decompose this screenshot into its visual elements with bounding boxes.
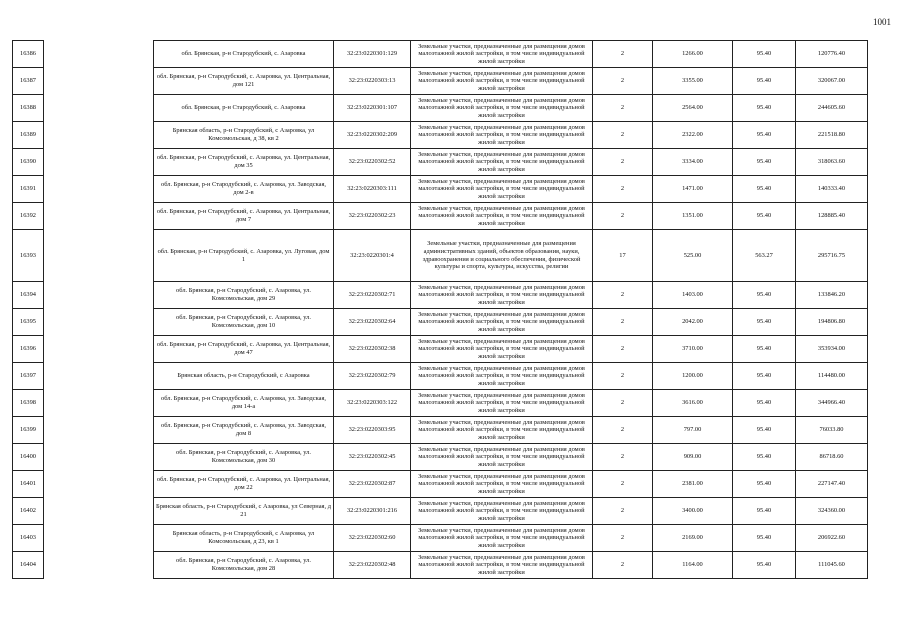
land-use-purpose-cell: Земельные участки, предназначенные для размещения домов малоэтажной жилой застройки, в том числе индивидуальной жилой застройки [411, 444, 593, 471]
land-use-purpose-cell: Земельные участки, предназначенные для размещения домов малоэтажной жилой застройки, в том числе индивидуальной жилой застройки [411, 552, 593, 579]
cadastral-value-cell: 344966.40 [796, 390, 868, 417]
area-cell: 1403.00 [653, 282, 733, 309]
table-row [13, 336, 868, 363]
area-cell: 2169.00 [653, 525, 733, 552]
cadastral-number-cell: 32:23:0220302:38 [334, 336, 411, 363]
table-row [13, 417, 868, 444]
cadastral-value-cell: 320067.00 [796, 68, 868, 95]
blank-gap-cell [44, 95, 154, 122]
specific-value-cell: 95.40 [733, 149, 796, 176]
address-cell: Брянская область, р-н Стародубский, с Азаровка, ул Северная, д 21 [154, 498, 334, 525]
use-group-cell: 2 [593, 525, 653, 552]
blank-gap-cell [44, 363, 154, 390]
cadastral-value-cell: 318063.60 [796, 149, 868, 176]
address-cell: обл. Брянская, р-н Стародубский, с. Азаровка, ул. Центральная, дом 121 [154, 68, 334, 95]
cadastral-value-cell: 353934.00 [796, 336, 868, 363]
address-cell: обл. Брянская, р-н Стародубский, с. Азаровка, ул. Комсомольская, дом 29 [154, 282, 334, 309]
table-row [13, 176, 868, 203]
row-number-cell: 16398 [13, 390, 44, 417]
land-use-purpose-cell: Земельные участки, предназначенные для размещения домов малоэтажной жилой застройки, в том числе индивидуальной жилой застройки [411, 41, 593, 68]
area-cell: 2322.00 [653, 122, 733, 149]
area-cell: 2381.00 [653, 471, 733, 498]
cadastral-number-cell: 32:23:0220302:45 [334, 444, 411, 471]
blank-gap-cell [44, 122, 154, 149]
cadastral-value-cell: 295716.75 [796, 230, 868, 282]
specific-value-cell: 95.40 [733, 122, 796, 149]
row-number-cell: 16391 [13, 176, 44, 203]
blank-gap-cell [44, 417, 154, 444]
blank-gap-cell [44, 444, 154, 471]
area-cell: 3400.00 [653, 498, 733, 525]
blank-gap-cell [44, 203, 154, 230]
land-use-purpose-cell: Земельные участки, предназначенные для размещения домов малоэтажной жилой застройки, в том числе индивидуальной жилой застройки [411, 498, 593, 525]
area-cell: 2564.00 [653, 95, 733, 122]
land-use-purpose-cell: Земельные участки, предназначенные для размещения домов малоэтажной жилой застройки, в том числе индивидуальной жилой застройки [411, 363, 593, 390]
cadastral-number-cell: 32:23:0220303:95 [334, 417, 411, 444]
table-row [13, 309, 868, 336]
address-cell: обл. Брянская, р-н Стародубский, с. Азаровка, ул. Центральная, дом 35 [154, 149, 334, 176]
blank-gap-cell [44, 498, 154, 525]
specific-value-cell: 95.40 [733, 525, 796, 552]
use-group-cell: 2 [593, 122, 653, 149]
blank-gap-cell [44, 525, 154, 552]
use-group-cell: 2 [593, 336, 653, 363]
land-use-purpose-cell: Земельные участки, предназначенные для размещения домов малоэтажной жилой застройки, в том числе индивидуальной жилой застройки [411, 68, 593, 95]
blank-gap-cell [44, 309, 154, 336]
specific-value-cell: 95.40 [733, 176, 796, 203]
use-group-cell: 17 [593, 230, 653, 282]
specific-value-cell: 95.40 [733, 282, 796, 309]
cadastral-number-cell: 32:23:0220302:60 [334, 525, 411, 552]
area-cell: 2042.00 [653, 309, 733, 336]
use-group-cell: 2 [593, 68, 653, 95]
specific-value-cell: 95.40 [733, 444, 796, 471]
cadastral-number-cell: 32:23:0220303:13 [334, 68, 411, 95]
land-use-purpose-cell: Земельные участки, предназначенные для размещения домов малоэтажной жилой застройки, в том числе индивидуальной жилой застройки [411, 471, 593, 498]
specific-value-cell: 95.40 [733, 390, 796, 417]
cadastral-value-cell: 120776.40 [796, 41, 868, 68]
specific-value-cell: 95.40 [733, 203, 796, 230]
cadastral-value-cell: 76033.80 [796, 417, 868, 444]
land-use-purpose-cell: Земельные участки, предназначенные для размещения домов малоэтажной жилой застройки, в том числе индивидуальной жилой застройки [411, 176, 593, 203]
use-group-cell: 2 [593, 417, 653, 444]
row-number-cell: 16403 [13, 525, 44, 552]
blank-gap-cell [44, 68, 154, 95]
table-row [13, 390, 868, 417]
cadastral-value-table [12, 40, 868, 579]
cadastral-value-cell: 114480.00 [796, 363, 868, 390]
row-number-cell: 16387 [13, 68, 44, 95]
address-cell: Брянская область, р-н Стародубский, с Азаровка [154, 363, 334, 390]
address-cell: обл. Брянская, р-н Стародубский, с. Азаровка, ул. Центральная, дом 22 [154, 471, 334, 498]
cadastral-number-cell: 32:23:0220303:111 [334, 176, 411, 203]
area-cell: 1351.00 [653, 203, 733, 230]
table-row [13, 498, 868, 525]
specific-value-cell: 563.27 [733, 230, 796, 282]
land-use-purpose-cell: Земельные участки, предназначенные для размещения домов малоэтажной жилой застройки, в том числе индивидуальной жилой застройки [411, 417, 593, 444]
use-group-cell: 2 [593, 176, 653, 203]
cadastral-number-cell: 32:23:0220302:23 [334, 203, 411, 230]
table-row [13, 363, 868, 390]
area-cell: 909.00 [653, 444, 733, 471]
row-number-cell: 16404 [13, 552, 44, 579]
table-row [13, 203, 868, 230]
address-cell: обл. Брянская, р-н Стародубский, с. Азаровка, ул. Центральная, дом 7 [154, 203, 334, 230]
table-row [13, 149, 868, 176]
address-cell: обл. Брянская, р-н Стародубский, с. Азаровка [154, 95, 334, 122]
row-number-cell: 16394 [13, 282, 44, 309]
area-cell: 1200.00 [653, 363, 733, 390]
blank-gap-cell [44, 471, 154, 498]
cadastral-number-cell: 32:23:0220303:122 [334, 390, 411, 417]
cadastral-number-cell: 32:23:0220302:79 [334, 363, 411, 390]
blank-gap-cell [44, 176, 154, 203]
row-number-cell: 16392 [13, 203, 44, 230]
area-cell: 1266.00 [653, 41, 733, 68]
blank-gap-cell [44, 552, 154, 579]
specific-value-cell: 95.40 [733, 95, 796, 122]
land-use-purpose-cell: Земельные участки, предназначенные для размещения административных зданий, объектов образования, науки, здравоохранения и социального обеспечения, физической культуры и спорта, культуры, искусства, религии [411, 230, 593, 282]
address-cell: Брянская область, р-н Стародубский, с Азаровка, ул Комсомольская, д 38, кв 2 [154, 122, 334, 149]
specific-value-cell: 95.40 [733, 471, 796, 498]
cadastral-number-cell: 32:23:0220302:48 [334, 552, 411, 579]
row-number-cell: 16395 [13, 309, 44, 336]
land-use-purpose-cell: Земельные участки, предназначенные для размещения домов малоэтажной жилой застройки, в том числе индивидуальной жилой застройки [411, 390, 593, 417]
cadastral-number-cell: 32:23:0220302:71 [334, 282, 411, 309]
table-row [13, 41, 868, 68]
row-number-cell: 16400 [13, 444, 44, 471]
land-use-purpose-cell: Земельные участки, предназначенные для размещения домов малоэтажной жилой застройки, в том числе индивидуальной жилой застройки [411, 525, 593, 552]
area-cell: 1164.00 [653, 552, 733, 579]
row-number-cell: 16397 [13, 363, 44, 390]
row-number-cell: 16390 [13, 149, 44, 176]
blank-gap-cell [44, 230, 154, 282]
cadastral-number-cell: 32:23:0220302:87 [334, 471, 411, 498]
cadastral-value-cell: 221518.80 [796, 122, 868, 149]
table-row [13, 230, 868, 282]
land-use-purpose-cell: Земельные участки, предназначенные для размещения домов малоэтажной жилой застройки, в том числе индивидуальной жилой застройки [411, 336, 593, 363]
land-use-purpose-cell: Земельные участки, предназначенные для размещения домов малоэтажной жилой застройки, в том числе индивидуальной жилой застройки [411, 95, 593, 122]
area-cell: 3355.00 [653, 68, 733, 95]
blank-gap-cell [44, 282, 154, 309]
use-group-cell: 2 [593, 149, 653, 176]
row-number-cell: 16396 [13, 336, 44, 363]
address-cell: обл. Брянская, р-н Стародубский, с. Азаровка, ул. Комсомольская, дом 10 [154, 309, 334, 336]
use-group-cell: 2 [593, 471, 653, 498]
table-body [13, 41, 868, 579]
address-cell: обл. Брянская, р-н Стародубский, с. Азаровка, ул. Заводская, дом 2-в [154, 176, 334, 203]
table-row [13, 525, 868, 552]
address-cell: обл. Брянская, р-н Стародубский, с. Азаровка [154, 41, 334, 68]
specific-value-cell: 95.40 [733, 309, 796, 336]
land-use-purpose-cell: Земельные участки, предназначенные для размещения домов малоэтажной жилой застройки, в том числе индивидуальной жилой застройки [411, 122, 593, 149]
page-number: 1001 [873, 17, 891, 27]
cadastral-number-cell: 32:23:0220301:4 [334, 230, 411, 282]
land-use-purpose-cell: Земельные участки, предназначенные для размещения домов малоэтажной жилой застройки, в том числе индивидуальной жилой застройки [411, 203, 593, 230]
use-group-cell: 2 [593, 95, 653, 122]
address-cell: обл. Брянская, р-н Стародубский, с. Азаровка, ул. Комсомольская, дом 30 [154, 444, 334, 471]
use-group-cell: 2 [593, 363, 653, 390]
cadastral-number-cell: 32:23:0220301:107 [334, 95, 411, 122]
cadastral-value-cell: 206922.60 [796, 525, 868, 552]
cadastral-value-cell: 86718.60 [796, 444, 868, 471]
blank-gap-cell [44, 41, 154, 68]
table-row [13, 95, 868, 122]
address-cell: Брянская область, р-н Стародубский, с Азаровка, ул Комсомольская, д 23, кв 1 [154, 525, 334, 552]
cadastral-value-cell: 128885.40 [796, 203, 868, 230]
table-row [13, 471, 868, 498]
cadastral-value-cell: 194806.80 [796, 309, 868, 336]
land-use-purpose-cell: Земельные участки, предназначенные для размещения домов малоэтажной жилой застройки, в том числе индивидуальной жилой застройки [411, 149, 593, 176]
specific-value-cell: 95.40 [733, 336, 796, 363]
specific-value-cell: 95.40 [733, 41, 796, 68]
area-cell: 797.00 [653, 417, 733, 444]
address-cell: обл. Брянская, р-н Стародубский, с. Азаровка, ул. Комсомольская, дом 28 [154, 552, 334, 579]
cadastral-number-cell: 32:23:0220302:209 [334, 122, 411, 149]
row-number-cell: 16399 [13, 417, 44, 444]
cadastral-value-cell: 140333.40 [796, 176, 868, 203]
address-cell: обл. Брянская, р-н Стародубский, с. Азаровка, ул. Луговая, дом 1 [154, 230, 334, 282]
use-group-cell: 2 [593, 552, 653, 579]
table-row [13, 68, 868, 95]
use-group-cell: 2 [593, 444, 653, 471]
cadastral-value-cell: 244605.60 [796, 95, 868, 122]
blank-gap-cell [44, 149, 154, 176]
row-number-cell: 16393 [13, 230, 44, 282]
address-cell: обл. Брянская, р-н Стародубский, с. Азаровка, ул. Заводская, дом 8 [154, 417, 334, 444]
table-row [13, 122, 868, 149]
cadastral-value-cell: 111045.60 [796, 552, 868, 579]
use-group-cell: 2 [593, 41, 653, 68]
specific-value-cell: 95.40 [733, 417, 796, 444]
table-row [13, 552, 868, 579]
area-cell: 3710.00 [653, 336, 733, 363]
address-cell: обл. Брянская, р-н Стародубский, с. Азаровка, ул. Заводская, дом 14-а [154, 390, 334, 417]
cadastral-number-cell: 32:23:0220302:52 [334, 149, 411, 176]
row-number-cell: 16402 [13, 498, 44, 525]
row-number-cell: 16401 [13, 471, 44, 498]
cadastral-value-cell: 133846.20 [796, 282, 868, 309]
area-cell: 3334.00 [653, 149, 733, 176]
address-cell: обл. Брянская, р-н Стародубский, с. Азаровка, ул. Центральная, дом 47 [154, 336, 334, 363]
specific-value-cell: 95.40 [733, 363, 796, 390]
use-group-cell: 2 [593, 498, 653, 525]
row-number-cell: 16389 [13, 122, 44, 149]
specific-value-cell: 95.40 [733, 498, 796, 525]
area-cell: 1471.00 [653, 176, 733, 203]
cadastral-number-cell: 32:23:0220301:216 [334, 498, 411, 525]
row-number-cell: 16388 [13, 95, 44, 122]
table-row [13, 282, 868, 309]
table-row [13, 444, 868, 471]
use-group-cell: 2 [593, 309, 653, 336]
specific-value-cell: 95.40 [733, 68, 796, 95]
area-cell: 3616.00 [653, 390, 733, 417]
row-number-cell: 16386 [13, 41, 44, 68]
cadastral-number-cell: 32:23:0220302:64 [334, 309, 411, 336]
specific-value-cell: 95.40 [733, 552, 796, 579]
cadastral-value-cell: 324360.00 [796, 498, 868, 525]
blank-gap-cell [44, 390, 154, 417]
area-cell: 525.00 [653, 230, 733, 282]
land-use-purpose-cell: Земельные участки, предназначенные для размещения домов малоэтажной жилой застройки, в том числе индивидуальной жилой застройки [411, 282, 593, 309]
use-group-cell: 2 [593, 282, 653, 309]
use-group-cell: 2 [593, 390, 653, 417]
land-use-purpose-cell: Земельные участки, предназначенные для размещения домов малоэтажной жилой застройки, в том числе индивидуальной жилой застройки [411, 309, 593, 336]
cadastral-value-cell: 227147.40 [796, 471, 868, 498]
cadastral-number-cell: 32:23:0220301:129 [334, 41, 411, 68]
blank-gap-cell [44, 336, 154, 363]
use-group-cell: 2 [593, 203, 653, 230]
